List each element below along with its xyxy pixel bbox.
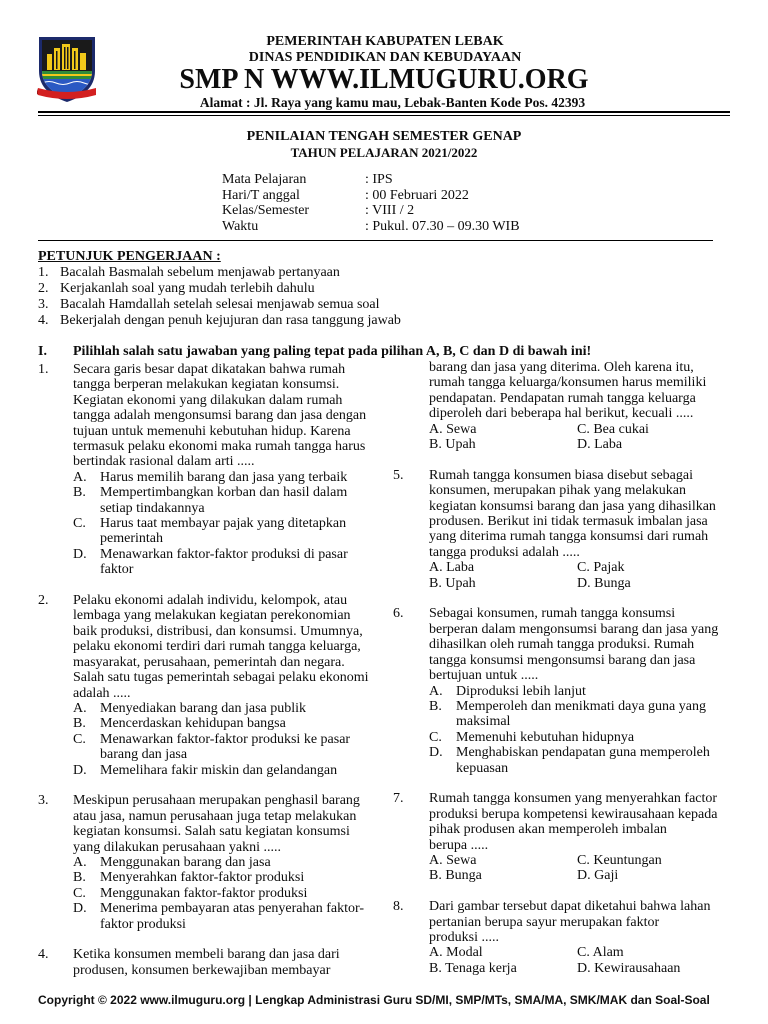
answer-option	[73, 855, 383, 870]
question-body	[73, 793, 383, 932]
question-text-line: Meskipun perusahaan merupakan penghasil barang	[73, 793, 360, 809]
section-instruction: Pilihlah salah satu jawaban yang paling tepat pada pilihan A, B, C dan D di bawah ini!	[73, 344, 592, 359]
question-item	[393, 360, 738, 452]
question-text-line: baik produksi, distribusi, dan konsumsi. Umumnya,	[73, 623, 363, 639]
answer-option-row	[429, 853, 738, 868]
question-text-line: atau jasa, namun perusahaan juga tetap melakukan	[73, 808, 357, 824]
instruction-text: Kerjakanlah soal yang mudah terlebih dahulu	[60, 281, 315, 296]
question-text-line: Salah satu tugas pemerintah sebagai pelaku ekonomi	[73, 670, 369, 686]
question-text-line: yang diterima rumah tangga konsumsi dari rumah	[429, 529, 709, 545]
instruction-item	[38, 265, 401, 281]
answer-option	[73, 516, 383, 547]
question-item	[393, 791, 738, 883]
option-letter: C.	[73, 885, 86, 901]
question-text-line: tangga berperan melakukan kegiatan konsumsi.	[73, 377, 340, 393]
option-text	[100, 855, 271, 870]
option-text	[100, 716, 286, 731]
answer-option	[73, 470, 383, 485]
question-body	[429, 606, 738, 775]
option-text: Modal	[446, 945, 483, 961]
answer-option	[577, 961, 725, 976]
option-letter: D.	[73, 546, 87, 562]
option-text	[100, 516, 346, 547]
option-text-line: Memelihara fakir miskin dan gelandangan	[100, 762, 338, 778]
question-text-line: pelaku ekonomi terdiri dari rumah tangga keluarga,	[73, 639, 361, 655]
question-body	[429, 899, 738, 976]
info-value: : Pukul. 07.30 – 09.30 WIB	[365, 219, 520, 235]
option-text: Upah	[445, 575, 476, 591]
option-letter: B.	[73, 716, 86, 732]
question-text-line: tujuan untuk memenuhi kebutuhan hidup. Karena	[73, 423, 351, 439]
option-text: Pajak	[593, 560, 625, 576]
answer-option	[577, 868, 725, 883]
question-number: 5.	[393, 467, 404, 483]
option-letter: A.	[429, 421, 443, 437]
instruction-item	[38, 281, 401, 297]
answer-option	[73, 763, 383, 778]
option-text-line: Menyediakan barang dan jasa publik	[100, 700, 307, 716]
question-item	[393, 606, 738, 775]
answer-option-row	[429, 437, 738, 452]
option-letter: C.	[429, 729, 442, 745]
option-text: Bea cukai	[593, 421, 649, 437]
option-text	[456, 684, 586, 699]
answer-option	[73, 901, 383, 932]
option-text-line: Menyerahkan faktor-faktor produksi	[100, 870, 305, 886]
option-letter: A.	[429, 852, 443, 868]
option-letter: D.	[577, 868, 591, 884]
option-text: Laba	[594, 437, 623, 453]
option-letter: D.	[73, 762, 87, 778]
question-text-line: Pelaku ekonomi adalah individu, kelompok, atau	[73, 593, 348, 609]
answer-option-row	[429, 868, 738, 883]
option-text-line: faktor produksi	[100, 916, 186, 932]
question-text-line: tangga konsumsi mengonsumsi barang dan jasa	[429, 652, 696, 668]
answer-option	[429, 684, 738, 699]
option-letter: B.	[429, 698, 442, 714]
option-text	[100, 547, 348, 578]
questions-right-column	[393, 360, 738, 992]
option-letter: A.	[429, 560, 443, 576]
answer-option	[73, 547, 383, 578]
option-text	[100, 701, 306, 716]
option-text: Gaji	[594, 868, 619, 884]
question-body	[73, 947, 383, 978]
question-number: 3.	[38, 793, 49, 809]
question-text-line: adalah .....	[73, 685, 131, 701]
question-text-line: kegiatan konsumsi. Salah satu kegiatan konsumsi	[73, 824, 350, 840]
answer-option-row	[429, 422, 738, 437]
option-text	[100, 485, 347, 516]
question-number: 4.	[38, 947, 49, 963]
option-text-line: Memperoleh dan menikmati daya guna yang	[456, 698, 706, 714]
answer-option-row	[429, 945, 738, 960]
option-text	[456, 699, 706, 730]
school-name: SMP N WWW.ILMUGURU.ORG	[179, 64, 589, 95]
option-text-line: faktor	[100, 562, 134, 578]
option-letter: B.	[429, 437, 442, 453]
option-letter: D.	[577, 575, 591, 591]
option-text-line: setiap tindakannya	[100, 500, 205, 516]
question-text-line: Sebagai konsumen, rumah tangga konsumsi	[429, 606, 676, 622]
option-text-line: Mempertimbangkan korban dan hasil dalam	[100, 485, 348, 501]
answer-option	[577, 437, 725, 452]
option-text: Alam	[592, 945, 624, 961]
option-text	[456, 745, 710, 776]
info-row-class	[222, 203, 520, 219]
question-text-line: produksi .....	[429, 929, 499, 945]
letterhead-divider-thin	[38, 115, 730, 116]
info-row-subject	[222, 172, 520, 188]
letterhead-divider	[38, 111, 730, 113]
section-heading	[38, 344, 591, 360]
answer-option	[429, 699, 738, 730]
question-text-line: kegiatan konsumsi barang dan jasa yang dihasilkan	[429, 498, 716, 514]
school-address: Alamat : Jl. Raya yang kamu mau, Lebak-Banten Kode Pos. 42393	[199, 95, 586, 110]
option-letter: A.	[429, 945, 443, 961]
question-text-line: dihasilkan oleh rumah tangga produksi. Rumah	[429, 637, 695, 653]
option-letter: B.	[429, 868, 442, 884]
instruction-number: 4.	[38, 313, 49, 328]
answer-option	[577, 853, 725, 868]
option-text-line: pemerintah	[100, 531, 163, 547]
answer-option	[577, 576, 725, 591]
answer-option	[429, 745, 738, 776]
instruction-number: 3.	[38, 297, 49, 312]
option-text	[100, 870, 304, 885]
question-text-line: pihak produsen akan memperoleh imbalan	[429, 822, 667, 838]
answer-option	[429, 853, 577, 868]
answer-option	[73, 701, 383, 716]
government-heading: PEMERINTAH KABUPATEN LEBAK	[266, 34, 504, 49]
option-letter: C.	[73, 731, 86, 747]
question-text-line: produksi berupa kompetensi kewirausahaan kepada	[429, 806, 718, 822]
question-item	[38, 793, 383, 932]
option-text: Tenaga kerja	[445, 960, 517, 976]
question-text-line: barang dan jasa yang diterima. Oleh karena itu,	[429, 360, 694, 375]
question-text-line: tangga produksi adalah .....	[429, 544, 580, 560]
question-body	[429, 468, 738, 591]
option-text-line: maksimal	[456, 714, 511, 730]
option-letter: A.	[73, 700, 87, 716]
option-text	[100, 886, 307, 901]
info-label: Hari/T anggal	[222, 187, 300, 203]
option-text-line: Menawarkan faktor-faktor produksi di pasar	[100, 546, 348, 562]
instructions-heading: PETUNJUK PENGERJAAN :	[38, 249, 221, 264]
option-text: Keuntungan	[593, 852, 662, 868]
question-text-line: rumah tangga keluarga/konsumen harus memiliki	[429, 375, 707, 391]
option-text-line: Diproduksi lebih lanjut	[456, 683, 586, 699]
question-text-line: pendapatan. Pendapatan rumah tangga keluarga	[429, 390, 696, 406]
question-item	[393, 899, 738, 976]
question-number: 8.	[393, 899, 404, 915]
section-number: I.	[38, 344, 47, 359]
option-letter: C.	[577, 560, 590, 576]
option-text	[100, 470, 347, 485]
option-letter: B.	[73, 870, 86, 886]
question-body	[73, 593, 383, 778]
question-text-line: Ketika konsumen membeli barang dan jasa dari	[73, 947, 340, 963]
option-text-line: kepuasan	[456, 760, 509, 776]
info-row-time	[222, 219, 520, 235]
question-text-line: yang dilakukan perusahaan yakni .....	[73, 839, 281, 855]
answer-option	[577, 945, 725, 960]
question-number: 2.	[38, 593, 49, 609]
option-text: Bunga	[445, 868, 482, 884]
option-text: Kewirausahaan	[594, 960, 681, 976]
copyright-footer: Copyright © 2022 www.ilmuguru.org | Lengkap Administrasi Guru SD/MI, SMP/MTs, SMA/MA, SMK/MAK dan Soal-Soal	[38, 993, 710, 1007]
option-letter: A.	[429, 683, 443, 699]
instruction-item	[38, 297, 401, 313]
option-text-line: Menghabiskan pendapatan guna memperoleh	[456, 745, 710, 761]
instruction-number: 2.	[38, 281, 49, 296]
option-letter: C.	[577, 852, 590, 868]
option-text	[100, 901, 364, 932]
exam-info-table	[222, 172, 520, 235]
instruction-text: Bacalah Hamdallah setelah selesai menjawab semua soal	[60, 297, 380, 312]
question-body	[73, 362, 383, 578]
question-text-line: produsen. Berikut ini tidak termasuk imbalan jasa	[429, 514, 708, 530]
option-letter: A.	[73, 854, 87, 870]
question-text-line: bertujuan untuk .....	[429, 668, 539, 684]
answer-option-row	[429, 576, 738, 591]
question-number: 1.	[38, 362, 49, 377]
option-letter: D.	[577, 960, 591, 976]
answer-option	[429, 560, 577, 575]
option-text-line: Mencerdaskan kehidupan bangsa	[100, 716, 286, 732]
option-text-line: Menggunakan faktor-faktor produksi	[100, 885, 308, 901]
option-letter: C.	[73, 516, 86, 532]
question-item	[393, 468, 738, 591]
option-text-line: Memenuhi kebutuhan hidupnya	[456, 729, 635, 745]
option-letter: D.	[73, 901, 87, 917]
answer-option	[429, 868, 577, 883]
option-letter: D.	[577, 437, 591, 453]
question-text-line: produsen, konsumen berkewajiban membayar	[73, 962, 331, 978]
answer-option-row	[429, 560, 738, 575]
question-body	[429, 791, 738, 883]
instruction-text: Bacalah Basmalah sebelum menjawab pertanyaan	[60, 265, 340, 280]
option-letter: B.	[429, 960, 442, 976]
info-value: : IPS	[365, 172, 393, 187]
option-letter: A.	[73, 469, 87, 485]
info-row-date	[222, 188, 520, 204]
option-text-line: Harus taat membayar pajak yang ditetapkan	[100, 516, 347, 532]
info-label: Mata Pelajaran	[222, 172, 307, 187]
option-letter: D.	[429, 745, 443, 761]
question-text-line: Secara garis besar dapat dikatakan bahwa rumah	[73, 362, 346, 377]
answer-option	[73, 716, 383, 731]
option-text: Sewa	[446, 852, 477, 868]
question-text-line: termasuk pelaku ekonomi maka rumah tangga harus	[73, 439, 366, 455]
question-text-line: Rumah tangga konsumen yang menyerahkan factor	[429, 791, 718, 807]
question-number	[393, 360, 429, 452]
answer-option	[73, 732, 383, 763]
question-text-line: diperoleh dari beberapa hal berikut, kecuali .....	[429, 406, 694, 422]
answer-option	[73, 485, 383, 516]
question-text-line: lembaga yang melakukan kegiatan perekonomian	[73, 608, 351, 624]
answer-option	[73, 870, 383, 885]
option-text: Laba	[446, 560, 475, 576]
info-label: Kelas/Semester	[222, 203, 310, 219]
option-text: Sewa	[446, 421, 477, 437]
questions-left-column	[38, 362, 383, 994]
answer-option	[429, 576, 577, 591]
option-text	[100, 763, 337, 778]
question-text-line: Dari gambar tersebut dapat diketahui bahwa lahan	[429, 899, 711, 915]
department-heading: DINAS PENDIDIKAN DAN KEBUDAYAAN	[248, 50, 522, 65]
instruction-number: 1.	[38, 265, 49, 280]
instruction-text: Bekerjalah dengan penuh kejujuran dan rasa tanggung jawab	[60, 313, 401, 328]
question-item	[38, 593, 383, 778]
question-item	[38, 362, 383, 578]
option-text-line: Menggunakan barang dan jasa	[100, 854, 271, 870]
answer-option	[429, 422, 577, 437]
info-value: : VIII / 2	[365, 203, 415, 219]
question-text-line: masyarakat, perusahaan, pemerintah dan negara.	[73, 654, 345, 670]
answer-option	[429, 437, 577, 452]
question-text-line: konsumen, merupakan pihak yang melakukan	[429, 483, 686, 499]
question-text-line: berupa .....	[429, 837, 489, 853]
option-letter: C.	[577, 945, 590, 961]
answer-option	[429, 730, 738, 745]
option-text	[100, 732, 350, 763]
question-item	[38, 947, 383, 978]
info-label: Waktu	[222, 219, 259, 235]
answer-option-row	[429, 961, 738, 976]
academic-year: TAHUN PELAJARAN 2021/2022	[290, 145, 478, 160]
question-text-line: Kegiatan ekonomi yang dilakukan dalam rumah	[73, 392, 343, 408]
instruction-item	[38, 313, 401, 329]
question-number: 6.	[393, 606, 404, 622]
answer-option	[577, 560, 725, 575]
exam-title: PENILAIAN TENGAH SEMESTER GENAP	[246, 129, 522, 144]
info-value: : 00 Februari 2022	[365, 187, 469, 203]
option-text	[456, 730, 634, 745]
question-text-line: berperan dalam mengonsumsi barang dan jasa yang	[429, 621, 719, 637]
answer-option	[73, 886, 383, 901]
instructions	[38, 249, 401, 329]
option-text-line: Menawarkan faktor-faktor produksi ke pasar	[100, 731, 351, 747]
option-letter: B.	[429, 575, 442, 591]
option-text: Bunga	[594, 575, 631, 591]
question-text-line: Rumah tangga konsumen biasa disebut sebagai	[429, 467, 693, 483]
question-text-line: bertindak rasional dalam arti .....	[73, 454, 255, 470]
info-divider	[38, 240, 713, 241]
option-letter: B.	[73, 485, 86, 501]
question-text-line: tangga adalah mengonsumsi barang dan jasa dengan	[73, 408, 367, 424]
option-letter: C.	[577, 421, 590, 437]
question-text-line: pertanian berupa sayur merupakan faktor	[429, 914, 660, 930]
question-number: 7.	[393, 791, 404, 807]
option-text: Upah	[445, 437, 476, 453]
question-body	[429, 360, 738, 452]
answer-option	[429, 945, 577, 960]
option-text-line: barang dan jasa	[100, 747, 188, 763]
option-text-line: Harus memilih barang dan jasa yang terbaik	[100, 469, 348, 485]
option-text-line: Menerima pembayaran atas penyerahan faktor-	[100, 901, 365, 917]
answer-option	[577, 422, 725, 437]
answer-option	[429, 961, 577, 976]
